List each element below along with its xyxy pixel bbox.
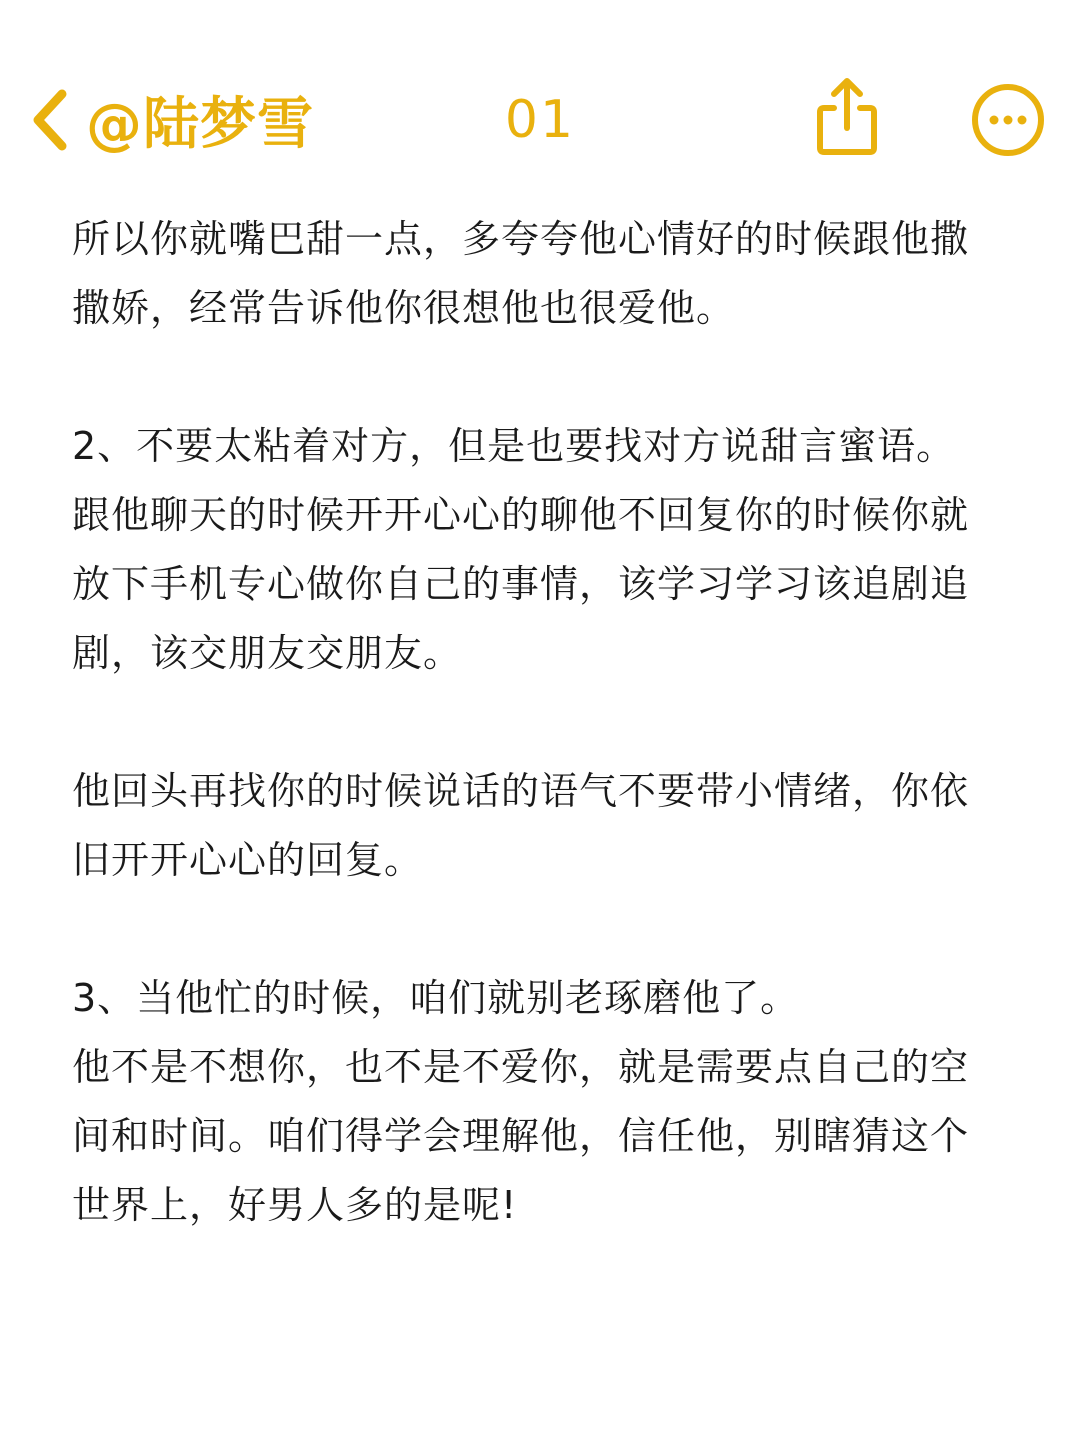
more-icon [970, 143, 1046, 162]
note-content [72, 205, 992, 1240]
back-button[interactable] [30, 75, 330, 165]
share-button[interactable] [810, 76, 884, 158]
paragraph-gap [72, 688, 992, 757]
more-button[interactable] [970, 82, 1046, 158]
paragraph-point-3-detail: 他不是不想你，也不是不爱你，就是需要点自己的空间和时间。咱们得学会理解他，信任他，别瞎猜这个世界上，好男人多的是呢! [72, 1045, 970, 1227]
chevron-left-icon [30, 88, 70, 152]
share-icon [810, 143, 884, 162]
paragraph-point-2-detail: 跟他聊天的时候开开心心的聊他不回复你的时候你就放下手机专心做你自己的事情，该学习学习该追剧追剧，该交朋友交朋友。 [72, 493, 970, 675]
paragraph-intro: 所以你就嘴巴甜一点，多夸夸他心情好的时候跟他撒撒娇，经常告诉他你很想他也很爱他。 [72, 217, 970, 330]
note-title: @陆梦雪 [86, 92, 314, 157]
paragraph-point-3: 3、当他忙的时候，咱们就别老琢磨他了。 [72, 976, 800, 1020]
paragraph-point-2: 2、不要太粘着对方，但是也要找对方说甜言蜜语。 [72, 424, 956, 468]
paragraph-gap [72, 895, 992, 964]
page-number: 01 [504, 90, 576, 150]
paragraph-reply-tone: 他回头再找你的时候说话的语气不要带小情绪，你依旧开开心心的回复。 [72, 769, 970, 882]
paragraph-gap [72, 343, 992, 412]
nav-bar [0, 0, 1080, 200]
